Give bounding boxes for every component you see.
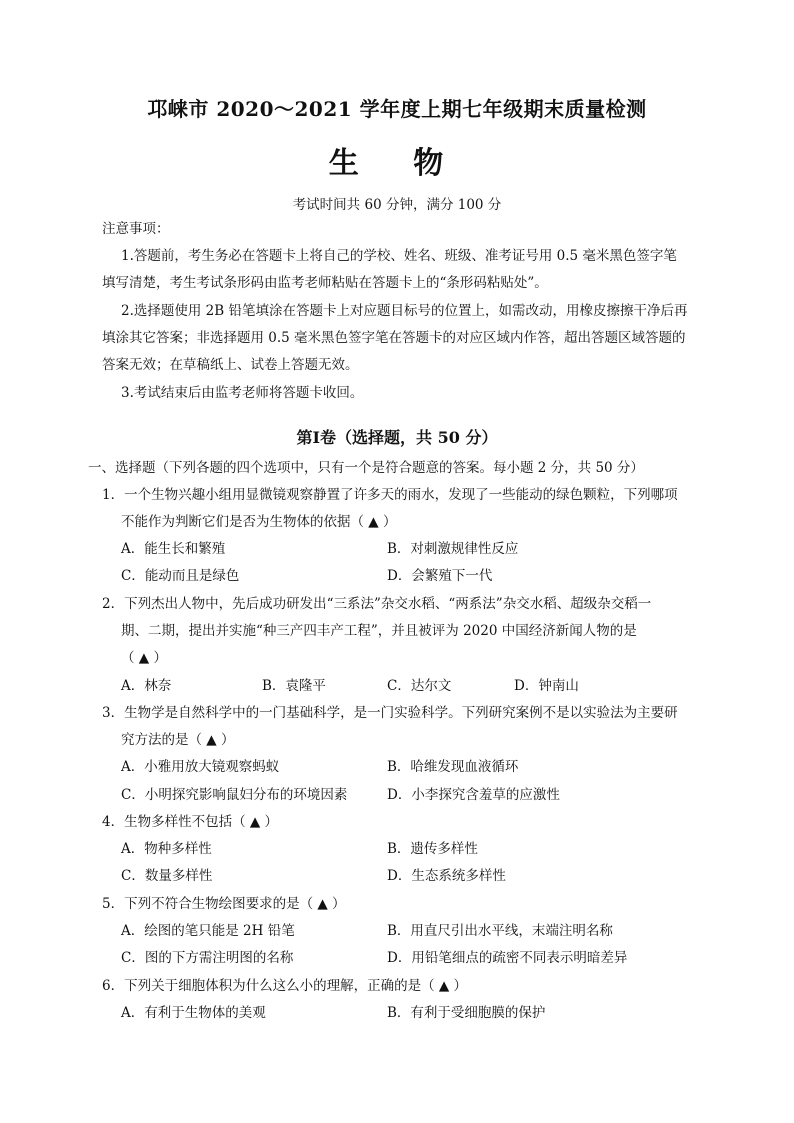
option-a: A．绘图的笔只能是 2H 铅笔 (121, 923, 295, 939)
option-b: B．袁隆平 (262, 678, 326, 694)
option-c: C．达尔文 (387, 678, 452, 694)
question-text: 3．生物学是自然科学中的一门基础科学，是一门实验科学。下列研究案例不是以实验法为主要研 (102, 705, 678, 721)
section-title: 第Ⅰ卷（选择题，共 50 分） (296, 428, 498, 447)
option-d: D．用铅笔细点的疏密不同表示明暗差异 (387, 950, 628, 966)
option-b: B．遗传多样性 (387, 841, 478, 857)
option-d: D．会繁殖下一代 (387, 568, 493, 584)
notes-line: 填涂其它答案；非选择题用 0.5 毫米黑色签字笔在答题卡的对应区域内作答，超出答题区域答题的 (102, 330, 686, 346)
option-b: B．对刺激规律性反应 (387, 541, 519, 557)
option-c: C．数量多样性 (121, 868, 213, 884)
option-a: A．有利于生物体的美观 (121, 1005, 266, 1021)
question-text: 究方法的是（ ▲ ） (121, 732, 235, 748)
question-text: 不能作为判断它们是否为生物体的依据（ ▲ ） (121, 514, 397, 530)
notes-line: 填写清楚，考生考试条形码由监考老师粘贴在答题卡上的“条形码粘贴处”。 (102, 275, 548, 291)
subject-title: 生 物 (328, 146, 466, 181)
notes-heading: 注意事项： (102, 221, 170, 237)
question-text: （ ▲ ） (121, 650, 167, 666)
option-a: A．物种多样性 (121, 841, 212, 857)
option-d: D．钟南山 (514, 678, 579, 694)
time-info: 考试时间共 60 分钟，满分 100 分 (292, 197, 502, 213)
option-b: B．哈维发现血液循环 (387, 759, 519, 775)
option-c: C．图的下方需注明图的名称 (121, 950, 294, 966)
option-b: B．用直尺引出水平线，末端注明名称 (387, 923, 613, 939)
question-text: 5．下列不符合生物绘图要求的是（ ▲ ） (102, 896, 346, 912)
option-a: A．林奈 (121, 678, 172, 694)
option-a: A．小雅用放大镜观察蚂蚁 (121, 759, 280, 775)
option-a: A．能生长和繁殖 (121, 541, 226, 557)
question-text: 期、二期，提出并实施“种三产四丰产工程”，并且被评为 2020 中国经济新闻人物的是 (121, 623, 637, 639)
notes-line: 2.选择题使用 2B 铅笔填涂在答题卡上对应题目标号的位置上，如需改动，用橡皮擦擦干净后再 (121, 303, 688, 319)
notes-line: 1.答题前，考生务必在答题卡上将自己的学校、姓名、班级、准考证号用 0.5 毫米黑色签字笔 (121, 248, 677, 264)
notes-line: 3.考试结束后由监考老师将答题卡收回。 (121, 385, 364, 401)
question-text: 4．生物多样性不包括（ ▲ ） (102, 814, 279, 830)
exam-title: 邛崃市 2020～2021 学年度上期七年级期末质量检测 (147, 97, 647, 121)
option-c: C．能动而且是绿色 (121, 568, 240, 584)
option-d: D．生态系统多样性 (387, 868, 506, 884)
notes-line: 答案无效；在草稿纸上、试卷上答题无效。 (102, 357, 359, 373)
section-instruction: 一、选择题（下列各题的四个选项中，只有一个是符合题意的答案。每小题 2 分，共 50 分） (88, 460, 644, 476)
question-text: 6．下列关于细胞体积为什么这么小的理解，正确的是（ ▲ ） (102, 978, 468, 994)
option-b: B．有利于受细胞膜的保护 (387, 1005, 546, 1021)
question-text: 2．下列杰出人物中，先后成功研发出“三系法”杂交水稻、“两系法”杂交水稻、超级杂交稻一 (102, 596, 652, 612)
option-d: D．小李探究含羞草的应激性 (387, 787, 560, 803)
question-text: 1．一个生物兴趣小组用显微镜观察静置了许多天的雨水，发现了一些能动的绿色颗粒，下列哪项 (102, 487, 678, 503)
option-c: C．小明探究影响鼠妇分布的环境因素 (121, 787, 348, 803)
